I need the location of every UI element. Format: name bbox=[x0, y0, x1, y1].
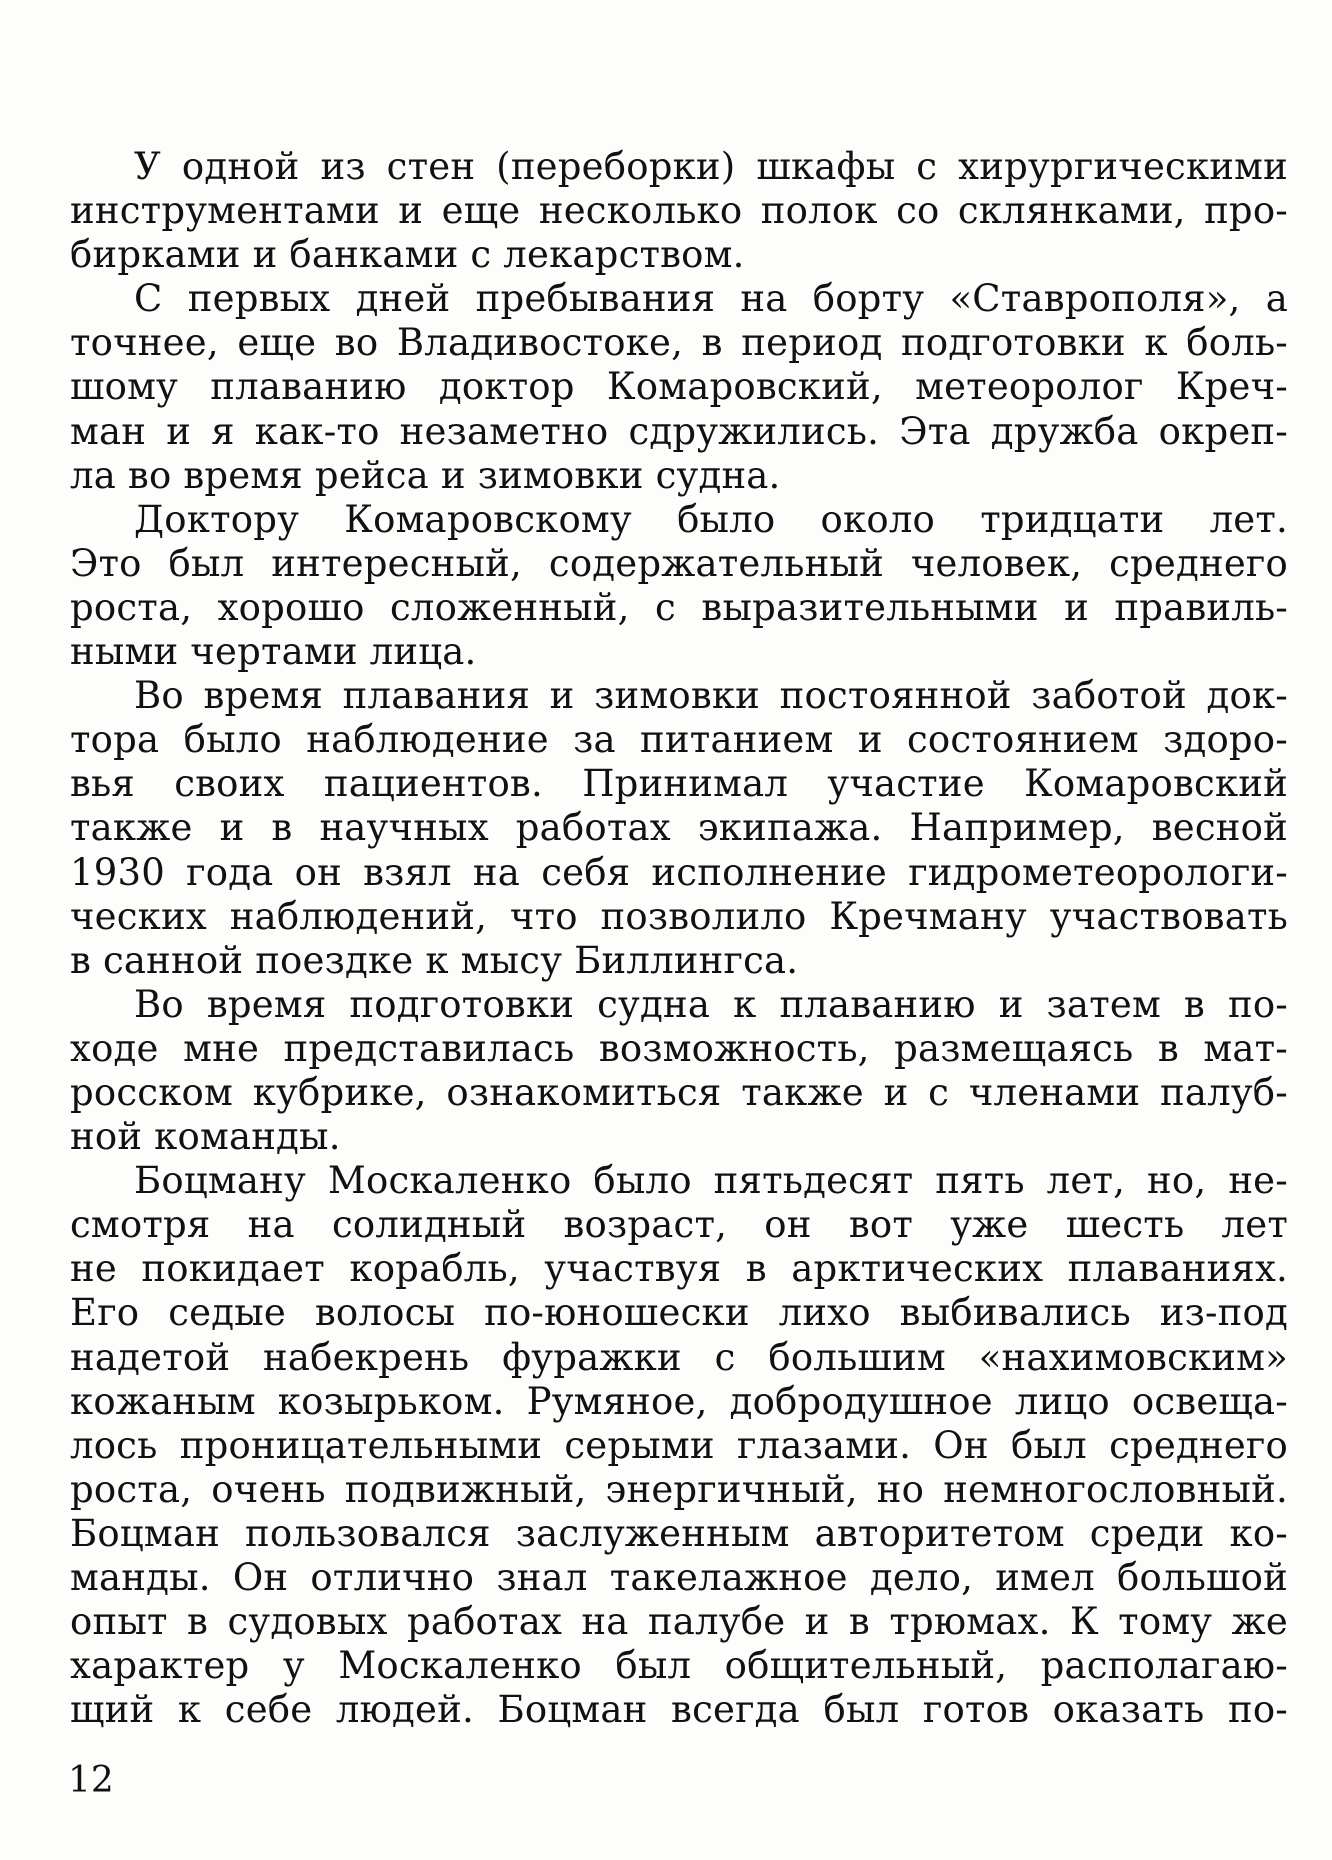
text-line: ходе мне представилась возможность, размещаясь в мат- bbox=[70, 1026, 1288, 1070]
text-line: ной команды. bbox=[70, 1115, 341, 1159]
text-line: манды. Он отлично знал такелажное дело, имел большой bbox=[70, 1556, 1288, 1599]
text-line: опыт в судовых работах на палубе и в трюмах. К тому же bbox=[70, 1600, 1288, 1644]
text-line: кожаным козырьком. Румяное, добродушное лицо освеща- bbox=[70, 1379, 1288, 1423]
text-line: лось проницательными серыми глазами. Он был среднего bbox=[70, 1423, 1288, 1467]
paragraph bbox=[70, 498, 1288, 674]
text-line: роста, очень подвижный, энергичный, но немногословный. bbox=[70, 1467, 1288, 1511]
text-line: роста, хорошо сложенный, с выразительными и правиль- bbox=[70, 585, 1288, 629]
text-line: Боцману Москаленко было пятьдесят пять лет, но, не- bbox=[134, 1159, 1288, 1203]
text-line: Его седые волосы по-юношески лихо выбивались из-под bbox=[70, 1291, 1288, 1335]
text-line: инструментами и еще несколько полок со склянками, про- bbox=[70, 189, 1288, 233]
paragraph bbox=[70, 277, 1288, 497]
paragraph bbox=[70, 674, 1288, 983]
text-line: точнее, еще во Владивостоке, в период подготовки к боль- bbox=[70, 321, 1288, 365]
text-line: надетой набекрень фуражки с большим «нахимовским» bbox=[70, 1335, 1288, 1379]
paragraph bbox=[70, 145, 1288, 277]
text-line: тора было наблюдение за питанием и состоянием здоро- bbox=[70, 718, 1288, 762]
text-line: в санной поездке к мысу Биллингса. bbox=[70, 938, 799, 982]
text-line: росском кубрике, ознакомиться также и с членами палуб- bbox=[70, 1070, 1288, 1114]
text-line: Боцман пользовался заслуженным авторитетом среди ко- bbox=[70, 1511, 1288, 1555]
text-line: характер у Москаленко был общительный, располагаю- bbox=[70, 1644, 1288, 1688]
text-line: С первых дней пребывания на борту «Ставрополя», а bbox=[134, 277, 1288, 321]
text-line: вья своих пациентов. Принимал участие Комаровский bbox=[70, 762, 1288, 806]
page-number: 12 bbox=[68, 1760, 114, 1801]
text-line: шому плаванию доктор Комаровский, метеоролог Креч- bbox=[70, 365, 1288, 409]
text-line: Во время подготовки судна к плаванию и затем в по- bbox=[134, 982, 1288, 1026]
text-line: ла во время рейса и зимовки судна. bbox=[70, 453, 781, 497]
text-line: смотря на солидный возраст, он вот уже шесть лет bbox=[70, 1203, 1288, 1247]
paragraph bbox=[70, 1159, 1288, 1732]
text-line: У одной из стен (переборки) шкафы с хирургическими bbox=[134, 145, 1288, 188]
text-line: ными чертами лица. bbox=[70, 630, 477, 674]
text-line: ман и я как-то незаметно сдружились. Эта дружба окреп- bbox=[70, 409, 1288, 453]
text-line: не покидает корабль, участвуя в арктических плаваниях. bbox=[70, 1247, 1288, 1291]
text-line: ческих наблюдений, что позволило Кречману участвовать bbox=[70, 894, 1288, 938]
page-text bbox=[70, 145, 1288, 1732]
text-line: также и в научных работах экипажа. Например, весной bbox=[70, 806, 1288, 850]
paragraph bbox=[70, 983, 1288, 1159]
text-line: Во время плавания и зимовки постоянной заботой док- bbox=[134, 674, 1288, 718]
text-line: Доктору Комаровскому было около тридцати лет. bbox=[134, 497, 1288, 541]
text-line: 1930 года он взял на себя исполнение гидрометеорологи- bbox=[70, 850, 1288, 894]
text-line: Это был интересный, содержательный человек, среднего bbox=[70, 541, 1288, 585]
text-line: бирками и банками с лекарством. bbox=[70, 233, 745, 277]
text-line: щий к себе людей. Боцман всегда был готов оказать по- bbox=[70, 1688, 1288, 1732]
